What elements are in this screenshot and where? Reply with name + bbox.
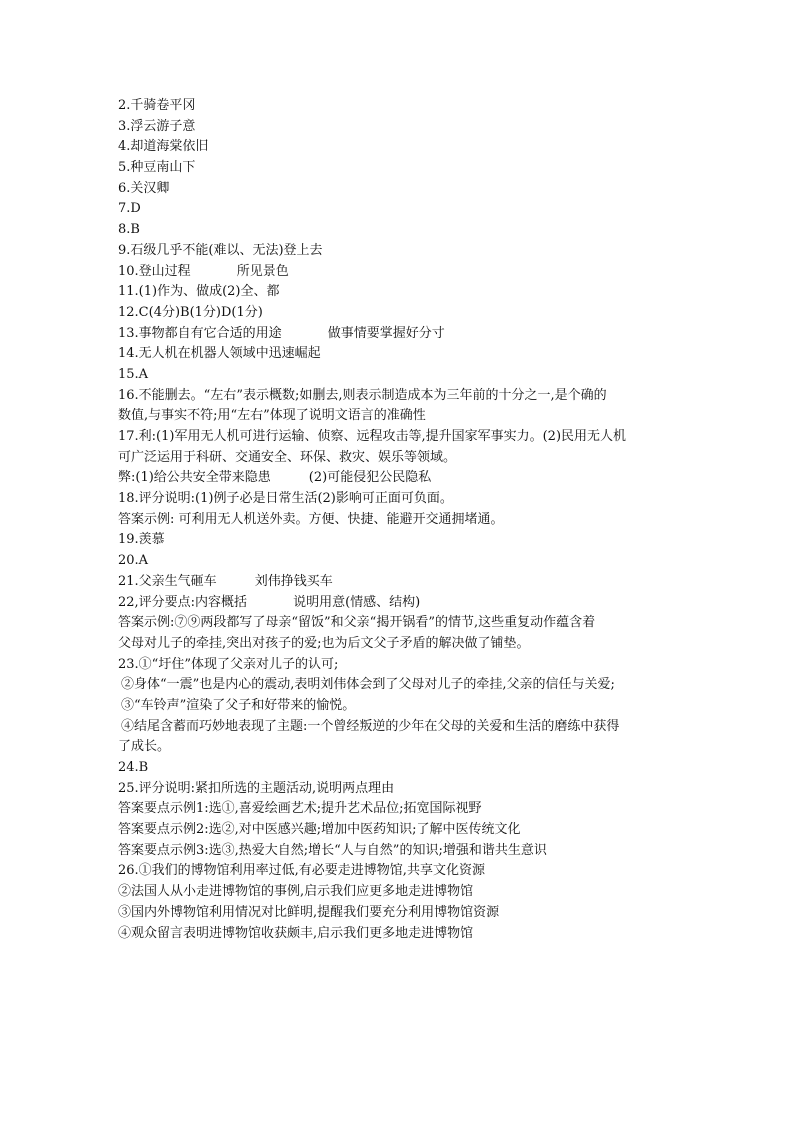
answer-line: 19.羡慕: [118, 532, 165, 548]
answer-line: ③“车铃声”渲染了父子和好带来的愉悦。: [121, 697, 356, 713]
answer-line: 12.C(4分)B(1分)D(1分): [118, 304, 263, 320]
answer-line: 4.却道海棠依旧: [118, 139, 209, 155]
answer-line: 5.种豆南山下: [118, 160, 196, 176]
answer-line: 答案示例: 可利用无人机送外卖。方便、快捷、能避开交通拥堵通。: [118, 511, 504, 527]
answer-part-a: 22,评分要点:内容概括: [118, 594, 248, 610]
answer-line: 答案要点示例1:选①,喜爱绘画艺术;提升艺术品位;拓宽国际视野: [118, 801, 482, 817]
answer-line: 7.D: [118, 201, 141, 217]
answer-line: ②法国人从小走进博物馆的事例,启示我们应更多地走进博物馆: [118, 884, 474, 900]
answer-line: 17.利:(1)军用无人机可进行运输、侦察、远程攻击等,提升国家军事实力。(2)民用无人机: [118, 429, 627, 444]
answer-line: ③国内外博物馆利用情况对比鲜明,提醒我们要充分利用博物馆资源: [118, 904, 500, 920]
answer-line: 6.关汉卿: [118, 180, 170, 196]
answer-line: [118, 593, 718, 614]
answer-line: 答案要点示例2:选②,对中医感兴趣;增加中医药知识;了解中医传统文化: [118, 822, 521, 838]
answer-line: 14.无人机在机器人领域中迅速崛起: [118, 346, 321, 362]
answer-line: 3.浮云游子意: [118, 118, 196, 134]
answer-line: [118, 262, 718, 283]
answer-line: [118, 468, 718, 489]
answer-line: 答案示例:⑦⑨两段都写了母亲“留饭”和父亲“揭开锅看”的情节,这些重复动作蕴含着: [118, 615, 596, 631]
answer-line: 数值,与事实不符;用“左右”体现了说明文语言的准确性: [118, 408, 426, 424]
answer-line: 25.评分说明:紧扣所选的主题活动,说明两点理由: [118, 780, 395, 796]
answer-part-a: 13.事物都自有它合适的用途: [118, 325, 282, 341]
answer-part-b: 所见景色: [236, 263, 289, 279]
answer-line: 16.不能删去。“左右”表示概数;如删去,则表示制造成本为三年前的十分之一,是个确的: [118, 387, 607, 403]
answer-part-b: (2)可能侵犯公民隐私: [308, 470, 432, 486]
answer-part-b: 做事情要掌握好分寸: [327, 325, 445, 341]
answer-line: 答案要点示例3:选③,热爱大自然;增长“人与自然”的知识;增强和谐共生意识: [118, 842, 547, 858]
answer-line: ④结尾含蓄而巧妙地表现了主题:一个曾经叛逆的少年在父母的关爱和生活的磨练中获得: [121, 718, 620, 734]
answer-part-b: 刘伟挣钱买车: [254, 573, 333, 589]
answer-line: [118, 572, 718, 593]
answer-line: 11.(1)作为、做成(2)全、都: [118, 284, 280, 300]
answer-line: 2.千骑卷平冈: [118, 98, 196, 113]
answer-line: 15.A: [118, 366, 149, 382]
answer-line: 了成长。: [118, 739, 171, 755]
answer-line: 24.B: [118, 760, 149, 775]
answer-line: 9.石级几乎不能(难以、无法)登上去: [118, 242, 323, 258]
answer-part-a: 21.父亲生气砸车: [118, 573, 217, 589]
answer-line: [118, 324, 718, 345]
answer-part-b: 说明用意(情感、结构): [293, 594, 421, 610]
answer-line: 20.A: [118, 553, 149, 569]
answer-line: 23.①“圩住”体现了父亲对儿子的认可;: [118, 656, 339, 672]
answer-line: ④观众留言表明进博物馆收获颇丰,启示我们更多地走进博物馆: [118, 925, 474, 941]
answer-line: 可广泛运用于科研、交通安全、环保、救灾、娱乐等领域。: [118, 449, 457, 465]
answer-line: ②身体“一震”也是内心的震动,表明刘伟体会到了父母对儿子的牵挂,父亲的信任与关爱;: [121, 677, 615, 693]
answer-line: 18.评分说明:(1)例子必是日常生活(2)影响可正面可负面。: [118, 491, 453, 507]
answer-line: 8.B: [118, 222, 140, 238]
answer-line: 26.①我们的博物馆利用率过低,有必要走进博物馆,共享文化资源: [118, 863, 485, 879]
answer-part-a: 10.登山过程: [118, 263, 191, 279]
answer-sheet: [118, 96, 718, 944]
answer-part-a: 弊:(1)给公共安全带来隐患: [118, 470, 271, 486]
answer-line: 父母对儿子的牵挂,突出对孩子的爱;也为后文父子矛盾的解决做了铺垫。: [118, 635, 530, 651]
